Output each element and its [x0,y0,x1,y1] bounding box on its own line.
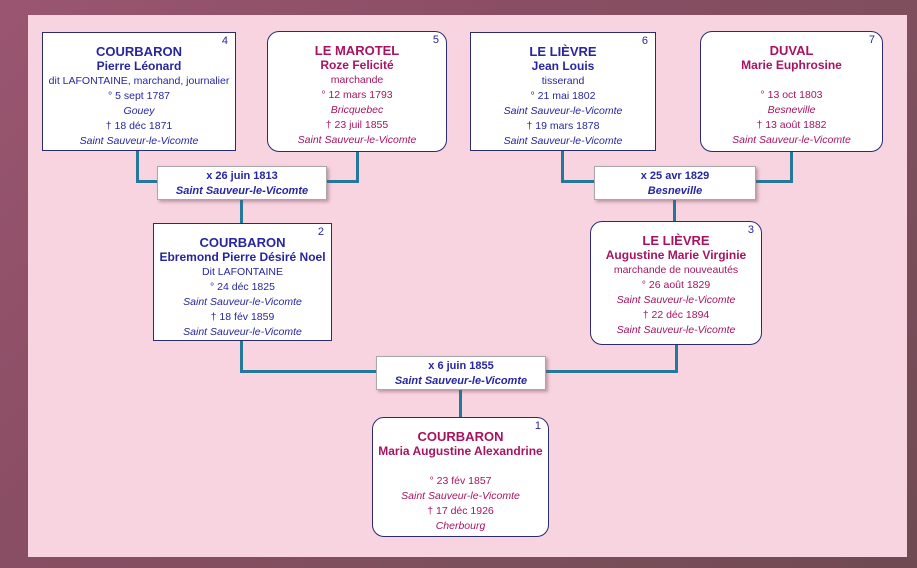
marriage-box-1813 [157,166,327,200]
death-place: Cherbourg [435,520,486,532]
connector-line [136,151,139,183]
birth-date: ° 23 fév 1857 [429,475,492,487]
person-given-names: Jean Louis [531,59,595,73]
person-box-3 [590,221,762,345]
sosa-number: 5 [432,34,439,46]
connector-line [240,341,243,373]
sosa-number: 6 [641,35,648,47]
person-occupation [701,73,882,88]
person-surname: LE MAROTEL [314,43,400,58]
person-given-names: Augustine Marie Virginie [605,248,747,262]
birth-date: ° 12 mars 1793 [321,89,393,101]
connector-line [673,200,676,222]
person-occupation: tisserand [541,75,585,87]
person-box-6 [470,32,656,151]
connector-line [675,345,678,373]
person-occupation: Dit LAFONTAINE [202,266,283,278]
birth-place: Saint Sauveur-le-Vicomte [616,294,736,306]
death-place: Saint Sauveur-le-Vicomte [616,324,736,336]
marriage-place: Besneville [647,185,703,197]
birth-date: ° 13 oct 1803 [760,89,823,101]
sosa-number: 2 [317,226,324,238]
person-given-names: Ebremond Pierre Désiré Noel [159,250,326,264]
birth-place: Saint Sauveur-le-Vicomte [503,105,623,117]
marriage-box-1855 [376,356,546,390]
death-place: Saint Sauveur-le-Vicomte [297,134,417,146]
person-surname: COURBARON [96,44,182,59]
connector-line [136,180,159,183]
marriage-place: Saint Sauveur-le-Vicomte [394,375,528,387]
person-box-2 [153,223,332,341]
sosa-number: 4 [221,35,228,47]
connector-line [561,151,564,183]
marriage-place: Saint Sauveur-le-Vicomte [175,185,309,197]
birth-date: ° 5 sept 1787 [108,90,170,102]
death-date: † 22 déc 1894 [642,309,710,321]
person-given-names: Marie Euphrosine [741,58,842,72]
person-given-names: Roze Felicité [320,58,394,72]
person-surname: COURBARON [417,429,504,444]
connector-line [240,200,243,224]
death-place: Saint Sauveur-le-Vicomte [732,134,851,146]
connector-line [561,180,596,183]
person-occupation: marchande de nouveautés [613,264,739,276]
marriage-date: x 25 avr 1829 [640,170,710,182]
marriage-date: x 26 juin 1813 [206,170,278,182]
person-occupation: dit LAFONTAINE, marchand, journalier [48,75,230,87]
person-surname: DUVAL [769,43,814,58]
birth-place: Saint Sauveur-le-Vicomte [401,490,520,502]
person-surname: LE LIÈVRE [642,233,710,248]
connector-line [756,180,793,183]
sosa-number: 7 [868,34,875,46]
person-surname: COURBARON [199,235,286,250]
birth-date: ° 24 déc 1825 [210,281,275,293]
birth-place: Bricquebec [330,104,384,116]
death-place: Saint Sauveur-le-Vicomte [503,135,623,147]
person-surname: LE LIÈVRE [529,44,597,59]
sosa-number: 1 [534,420,541,432]
person-box-4 [42,32,236,151]
death-date: † 19 mars 1878 [526,120,600,132]
connector-line [240,370,378,373]
person-occupation: marchande [330,74,384,86]
connector-line [546,370,678,373]
birth-place: Besneville [767,104,816,116]
connector-line [356,152,359,183]
death-date: † 17 déc 1926 [427,505,494,517]
person-box-1 [372,417,549,537]
marriage-box-1829 [594,166,756,200]
death-place: Saint Sauveur-le-Vicomte [79,135,199,147]
sosa-number: 3 [747,224,754,236]
death-place: Saint Sauveur-le-Vicomte [183,326,302,338]
birth-date: ° 26 août 1829 [641,279,711,291]
person-given-names: Pierre Léonard [96,59,182,73]
person-occupation [373,459,548,474]
person-given-names: Maria Augustine Alexandrine [378,444,543,458]
death-date: † 18 déc 1871 [105,120,173,132]
marriage-date: x 6 juin 1855 [428,360,494,372]
birth-date: ° 21 mai 1802 [530,90,596,102]
connector-line [327,180,359,183]
connector-line [459,390,462,418]
death-date: † 13 août 1882 [756,119,827,131]
death-date: † 23 juil 1855 [325,119,389,131]
person-box-5 [267,31,447,152]
person-box-7 [700,31,883,152]
birth-place: Saint Sauveur-le-Vicomte [183,296,302,308]
death-date: † 18 fév 1859 [210,311,275,323]
connector-line [790,152,793,183]
birth-place: Gouey [123,105,155,117]
